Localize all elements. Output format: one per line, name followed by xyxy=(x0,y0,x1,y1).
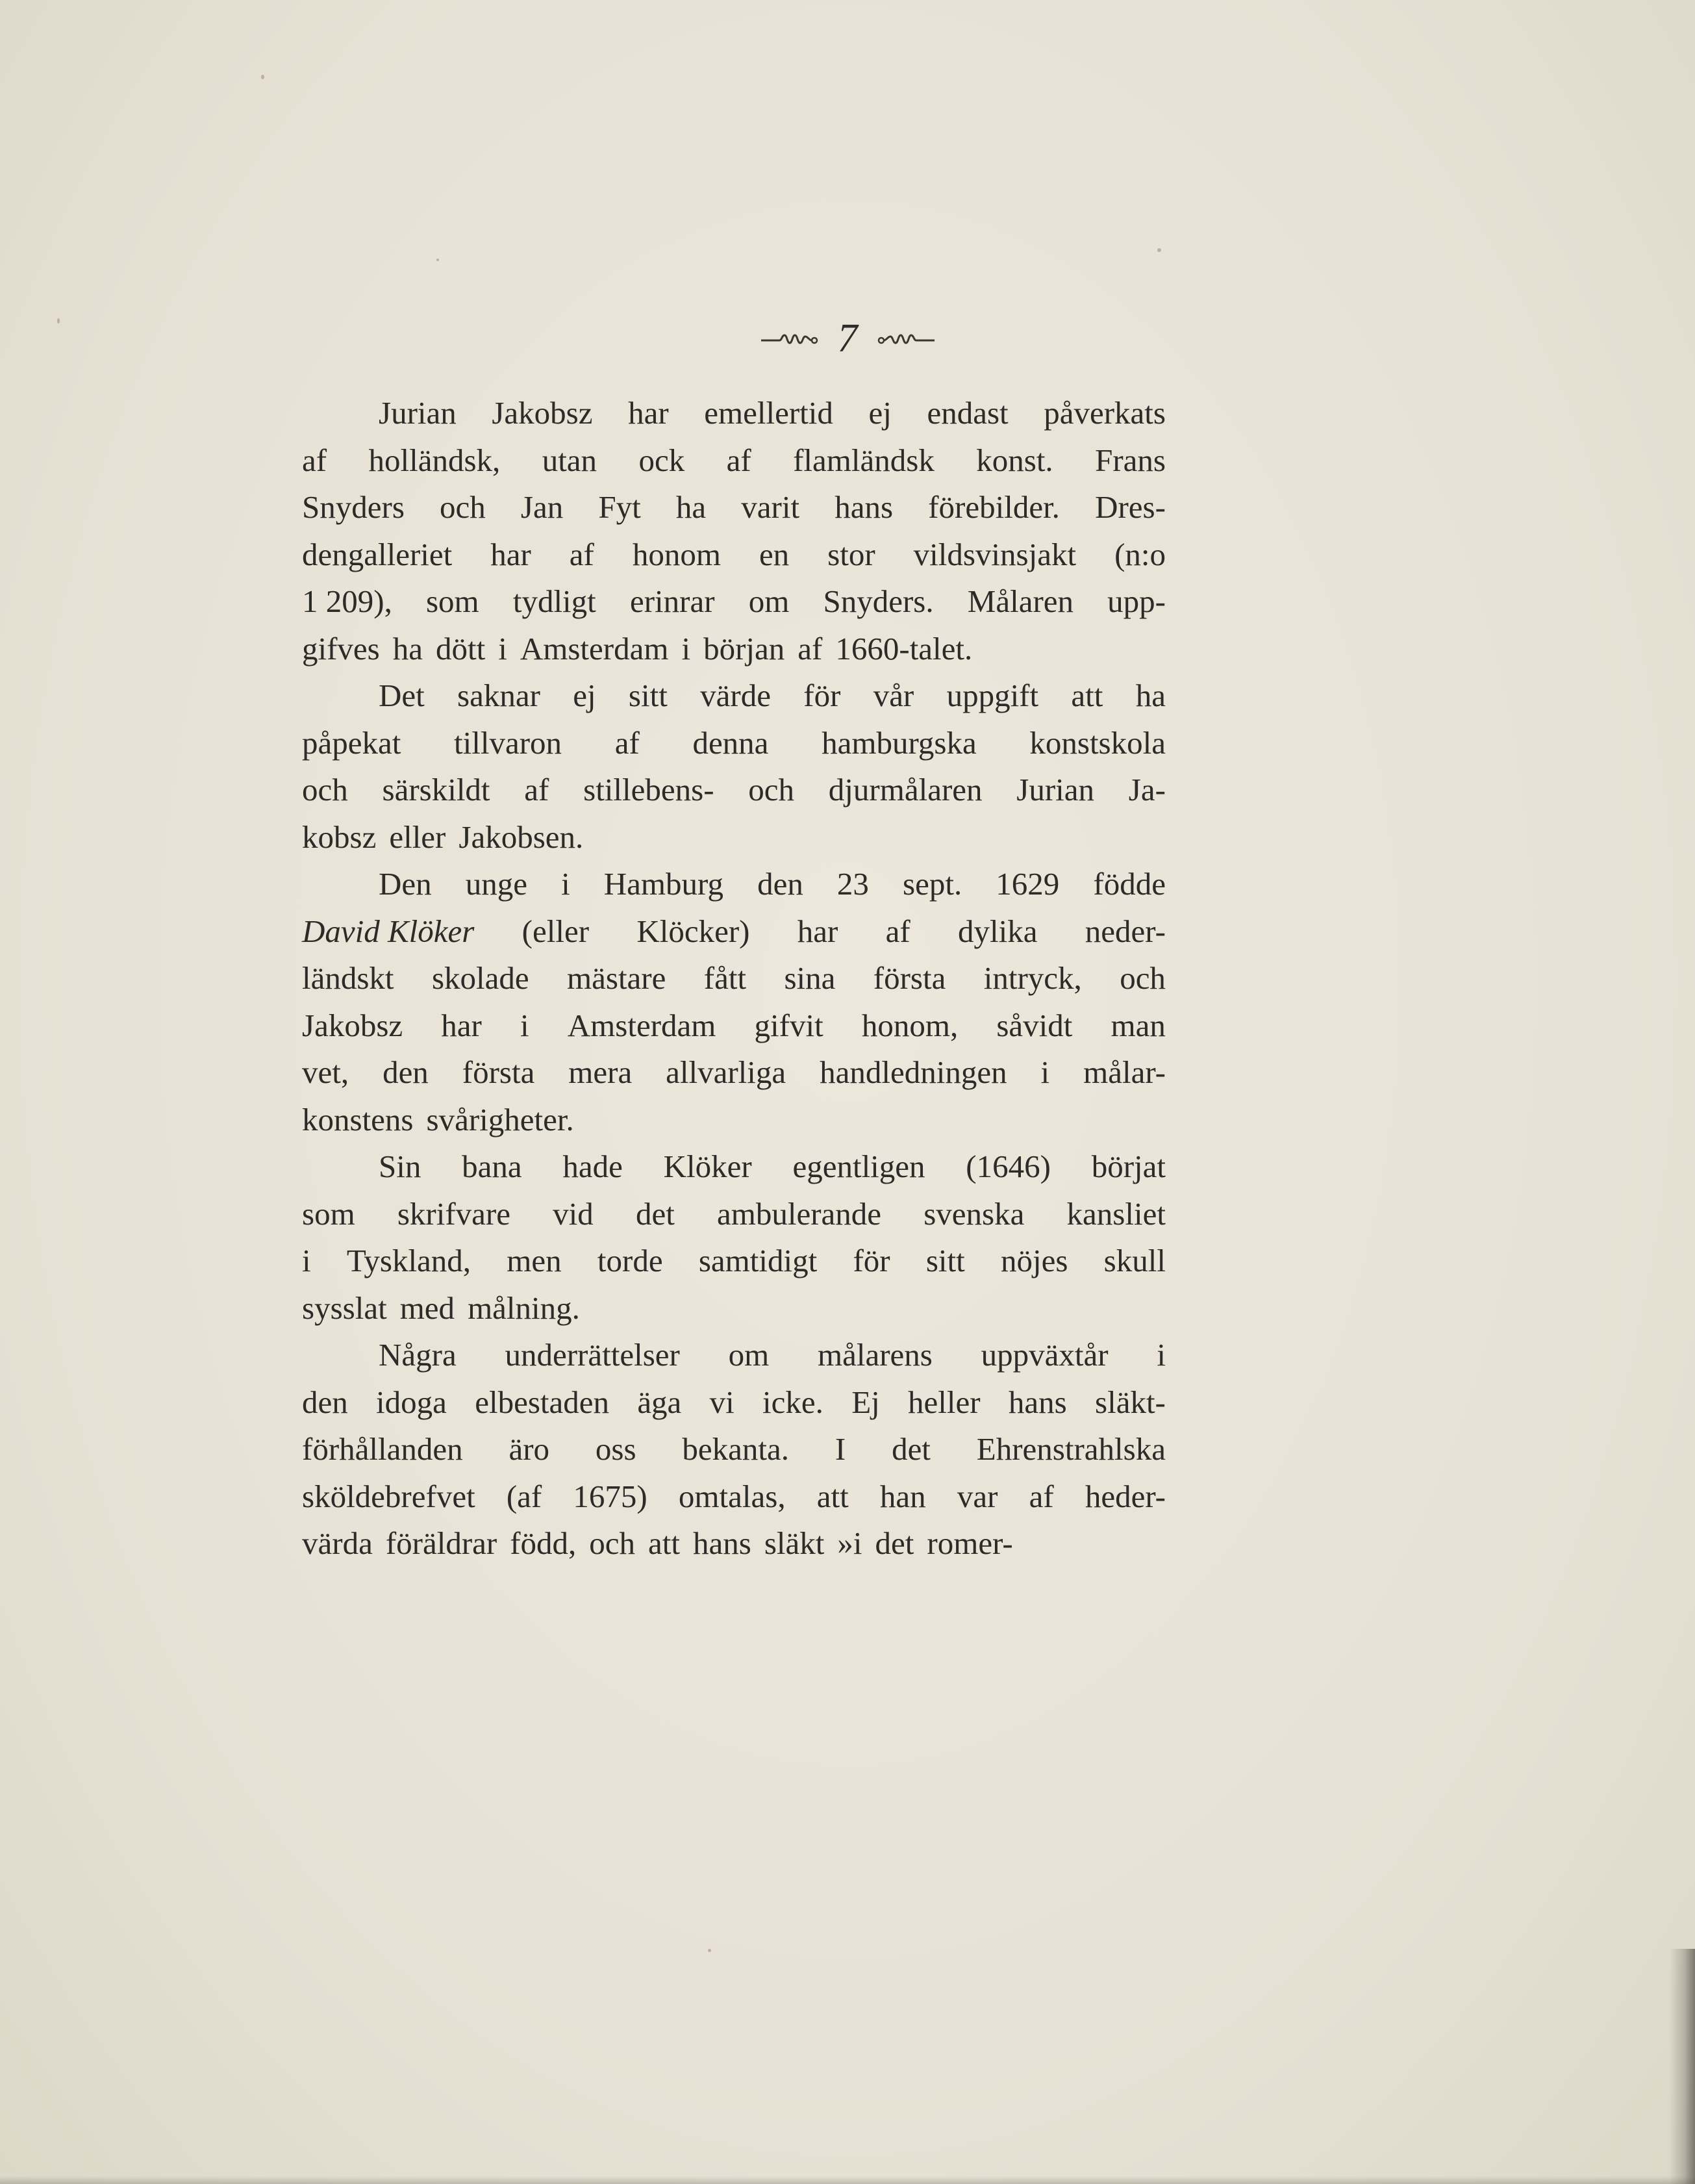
text-line xyxy=(302,1285,1166,1332)
page-edge-shadow xyxy=(1669,1949,1695,2184)
word: mästare xyxy=(567,960,666,996)
word: svårigheter. xyxy=(426,1101,574,1137)
word: om xyxy=(748,583,790,619)
word: början xyxy=(703,630,785,667)
word: sitt xyxy=(628,678,668,713)
word: skolade xyxy=(431,960,529,996)
word: af xyxy=(885,913,910,949)
word: ej xyxy=(573,678,596,713)
word: om xyxy=(728,1337,770,1373)
page-number: 7 xyxy=(837,316,858,361)
text-line xyxy=(302,1426,1166,1473)
word: dengalleriet xyxy=(302,536,453,572)
word: värda xyxy=(302,1525,373,1561)
word: förhållanden xyxy=(302,1431,463,1467)
word: eller xyxy=(389,819,446,855)
word: han xyxy=(879,1478,926,1514)
word: Jurian xyxy=(379,395,457,431)
word: ha xyxy=(392,630,423,667)
word: uppväxtår xyxy=(981,1337,1109,1373)
word: Ehrenstrahlska xyxy=(976,1431,1166,1467)
word: af xyxy=(797,630,823,667)
word: stor xyxy=(827,536,875,572)
word: har xyxy=(441,1007,482,1043)
word: föräldrar xyxy=(385,1525,497,1561)
word: sysslat xyxy=(302,1289,387,1326)
word: målning. xyxy=(468,1289,580,1326)
word: sitt xyxy=(925,1243,965,1278)
word: Klöcker) xyxy=(636,913,750,949)
word: hamburgska xyxy=(822,724,977,761)
word: dylika xyxy=(958,913,1038,949)
word: och xyxy=(589,1525,636,1561)
word: som xyxy=(302,1195,355,1232)
word: I xyxy=(835,1431,846,1467)
word: och xyxy=(1120,960,1166,996)
word: ha xyxy=(1135,678,1166,713)
word: David Klöker xyxy=(302,913,475,949)
word: fått xyxy=(703,960,747,996)
word: påpekat xyxy=(302,724,401,761)
word: födde xyxy=(1093,866,1166,902)
word: sköldebrefvet xyxy=(302,1478,475,1514)
text-line xyxy=(302,531,1166,579)
word: Målaren xyxy=(967,583,1074,619)
word: i xyxy=(498,630,507,667)
word: vår xyxy=(873,678,914,713)
word: honom xyxy=(632,536,721,572)
text-line xyxy=(302,1191,1166,1238)
word: tillvaron xyxy=(454,724,562,761)
word: denna xyxy=(692,724,769,761)
word: att xyxy=(816,1478,849,1514)
word: underrättelser xyxy=(505,1337,680,1373)
word: hans xyxy=(835,489,894,525)
paragraph xyxy=(302,861,1166,1143)
word: Sin xyxy=(379,1149,421,1184)
text-line xyxy=(302,1097,1166,1144)
paragraph xyxy=(302,672,1166,861)
word: heder- xyxy=(1085,1478,1166,1514)
word: som xyxy=(425,583,479,619)
word: född, xyxy=(510,1525,577,1561)
text-line xyxy=(302,1238,1166,1285)
word: erinrar xyxy=(629,583,715,619)
ornament-right-icon xyxy=(877,329,936,348)
text-line xyxy=(302,720,1166,767)
word: svenska xyxy=(923,1195,1025,1232)
word: af xyxy=(302,442,327,478)
text-line xyxy=(302,484,1166,531)
word: i xyxy=(681,630,691,667)
word: Fyt xyxy=(598,489,641,525)
word: bekanta. xyxy=(682,1431,790,1467)
word: men xyxy=(507,1243,562,1278)
text-line xyxy=(302,578,1166,626)
word: har xyxy=(628,395,669,431)
word: (eller xyxy=(521,913,590,949)
word: Snyders xyxy=(302,489,405,525)
word: nöjes xyxy=(1000,1243,1068,1278)
text-line xyxy=(302,1473,1166,1521)
word: vet, xyxy=(302,1054,349,1090)
word: påverkats xyxy=(1044,395,1166,431)
word: Amsterdam xyxy=(567,1007,716,1043)
word: konst. xyxy=(976,442,1053,478)
text-line xyxy=(302,814,1166,861)
word: 1675) xyxy=(573,1478,647,1514)
word: af xyxy=(614,724,640,761)
word: äga xyxy=(637,1384,682,1420)
word: af xyxy=(726,442,751,478)
word: Snyders. xyxy=(823,583,934,619)
word: tydligt xyxy=(512,583,596,619)
word: första xyxy=(873,960,946,996)
word: unge xyxy=(465,866,527,902)
word: Jakobsen. xyxy=(458,819,584,855)
word: af xyxy=(1029,1478,1054,1514)
word: Jakobsz xyxy=(302,1007,403,1043)
text-line xyxy=(302,437,1166,485)
word: med xyxy=(399,1289,455,1326)
word: 23 xyxy=(836,866,869,902)
word: vi xyxy=(709,1384,734,1420)
word: ock xyxy=(638,442,685,478)
word: Ja- xyxy=(1128,772,1166,807)
word: egentligen xyxy=(792,1149,925,1184)
word: för xyxy=(853,1243,890,1278)
word: i xyxy=(561,866,570,902)
word: bana xyxy=(462,1149,522,1184)
word: och xyxy=(440,489,486,525)
page-bottom-edge xyxy=(0,2176,1695,2184)
word: sept. xyxy=(903,866,962,902)
word: upp- xyxy=(1107,583,1166,619)
word: i xyxy=(302,1243,311,1278)
word: och xyxy=(748,772,795,807)
word: handledningen xyxy=(820,1054,1007,1090)
word: att xyxy=(648,1525,681,1561)
word: skrifvare xyxy=(397,1195,510,1232)
word: emellertid xyxy=(704,395,833,431)
word: i xyxy=(1040,1054,1050,1090)
text-line xyxy=(302,1049,1166,1097)
word: den xyxy=(302,1384,348,1420)
word: Det xyxy=(379,678,425,713)
text-line xyxy=(302,1332,1166,1379)
word: Frans xyxy=(1095,442,1166,478)
word: att xyxy=(1071,678,1103,713)
word: Några xyxy=(379,1337,457,1373)
word: dött xyxy=(436,630,486,667)
word: holländsk, xyxy=(368,442,501,478)
word: hade xyxy=(562,1149,623,1184)
word: vid xyxy=(553,1195,594,1232)
text-line xyxy=(302,908,1166,956)
word: honom, xyxy=(861,1007,959,1043)
word: det xyxy=(635,1195,675,1232)
word: Ej xyxy=(851,1384,880,1420)
text-line xyxy=(302,861,1166,908)
word: romer- xyxy=(927,1525,1013,1561)
paper-speck xyxy=(708,1949,711,1952)
word: (1646) xyxy=(966,1149,1051,1184)
text-line xyxy=(302,1520,1166,1568)
word: det xyxy=(875,1525,914,1561)
text-line xyxy=(302,1379,1166,1427)
word: det xyxy=(892,1431,931,1467)
word: Jan xyxy=(520,489,564,525)
word: konstskola xyxy=(1029,724,1166,761)
word: varit xyxy=(741,489,800,525)
word: ej xyxy=(868,395,892,431)
word: äro xyxy=(509,1431,550,1467)
word: släkt xyxy=(764,1525,825,1561)
word: Jakobsz xyxy=(492,395,593,431)
word: den xyxy=(757,866,803,902)
word: förebilder. xyxy=(928,489,1060,525)
text-line xyxy=(302,1002,1166,1050)
word: neder- xyxy=(1085,913,1166,949)
paper-speck xyxy=(436,259,439,261)
word: icke. xyxy=(762,1384,823,1420)
word: allvarliga xyxy=(666,1054,786,1090)
word: utan xyxy=(542,442,597,478)
text-line xyxy=(302,626,1166,673)
paragraph xyxy=(302,1143,1166,1332)
word: intryck, xyxy=(983,960,1082,996)
word: kobsz xyxy=(302,819,377,855)
word: man xyxy=(1111,1007,1166,1043)
word: samtidigt xyxy=(698,1243,818,1278)
word: i xyxy=(520,1007,529,1043)
word: endast xyxy=(927,395,1009,431)
ornament-left-icon xyxy=(760,329,818,348)
word: och xyxy=(302,772,348,807)
word: oss xyxy=(595,1431,636,1467)
word: Tyskland, xyxy=(346,1243,471,1278)
word: elbestaden xyxy=(475,1384,610,1420)
text-line xyxy=(302,767,1166,814)
word: gifves xyxy=(302,630,380,667)
word: heller xyxy=(908,1384,981,1420)
word: af xyxy=(569,536,594,572)
word: Amsterdam xyxy=(520,630,669,667)
word: 1 209), xyxy=(302,583,392,619)
word: en xyxy=(759,536,790,572)
word: (af xyxy=(506,1478,542,1514)
word: har xyxy=(797,913,838,949)
word: 1629 xyxy=(996,866,1060,902)
text-line xyxy=(302,1143,1166,1191)
word: vildsvinsjakt xyxy=(913,536,1077,572)
word: släkt- xyxy=(1095,1384,1166,1420)
word: uppgift xyxy=(946,678,1039,713)
word: värde xyxy=(700,678,771,713)
word: 1660-talet. xyxy=(835,630,973,667)
word: skull xyxy=(1103,1243,1166,1278)
word: flamländsk xyxy=(793,442,935,478)
word: Jurian xyxy=(1016,772,1095,807)
word: af xyxy=(524,772,549,807)
paper-speck xyxy=(57,318,60,324)
word: hans xyxy=(1008,1384,1067,1420)
page-header xyxy=(0,318,1695,359)
word: var xyxy=(957,1478,998,1514)
text-line xyxy=(302,955,1166,1002)
word: ha xyxy=(675,489,707,525)
paper-speck xyxy=(1157,248,1161,252)
body-text xyxy=(302,390,1166,1568)
word: mera xyxy=(568,1054,633,1090)
word: ambulerande xyxy=(717,1195,882,1232)
text-line xyxy=(302,672,1166,720)
word: första xyxy=(462,1054,535,1090)
word: gifvit xyxy=(754,1007,823,1043)
word: saknar xyxy=(457,678,540,713)
word: djurmålaren xyxy=(828,772,983,807)
word: den xyxy=(383,1054,429,1090)
word: Den xyxy=(379,866,432,902)
word: för xyxy=(803,678,841,713)
word: stillebens- xyxy=(583,772,714,807)
word: torde xyxy=(597,1243,663,1278)
word: målarens xyxy=(817,1337,933,1373)
word: omtalas, xyxy=(678,1478,786,1514)
word: (n:o xyxy=(1114,536,1166,572)
word: i xyxy=(1157,1337,1166,1373)
paragraph xyxy=(302,390,1166,672)
word: målar- xyxy=(1083,1054,1166,1090)
word: ländskt xyxy=(302,960,394,996)
word: idoga xyxy=(376,1384,447,1420)
paper-speck xyxy=(261,75,264,79)
word: »i xyxy=(837,1525,862,1561)
word: konstens xyxy=(302,1101,414,1137)
word: såvidt xyxy=(996,1007,1073,1043)
word: har xyxy=(490,536,531,572)
word: Dres- xyxy=(1095,489,1166,525)
word: börjat xyxy=(1091,1149,1166,1184)
text-line xyxy=(302,390,1166,437)
word: särskildt xyxy=(382,772,490,807)
word: hans xyxy=(693,1525,751,1561)
word: Klöker xyxy=(663,1149,752,1184)
word: sina xyxy=(784,960,836,996)
word: Hamburg xyxy=(603,866,723,902)
word: kansliet xyxy=(1066,1195,1166,1232)
paragraph xyxy=(302,1332,1166,1568)
